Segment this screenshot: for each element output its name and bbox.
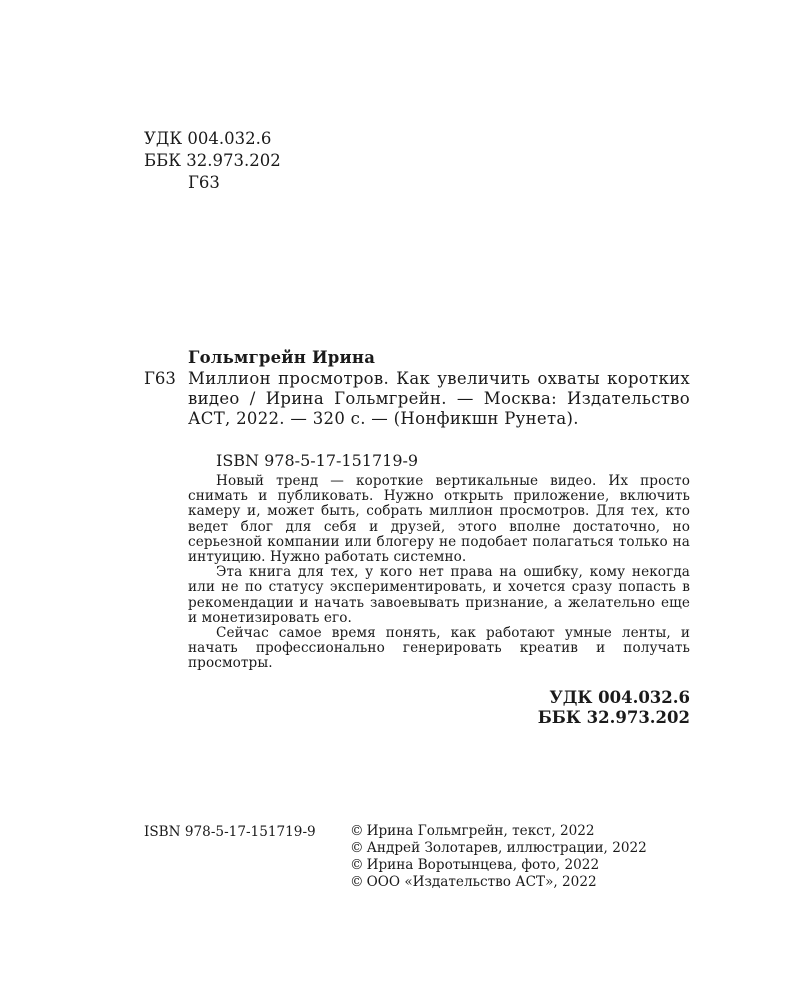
copyright-line: © Ирина Воротынцева, фото, 2022 [350, 857, 600, 873]
bbk-code-bottom: ББК 32.973.202 [537, 708, 690, 727]
copyright-icon: © [350, 857, 364, 873]
classification-codes-top [144, 128, 281, 194]
copyright-line: © ООО «Издательство АСТ», 2022 [350, 874, 597, 890]
copyright-list [350, 823, 647, 891]
bibliographic-description: Миллион просмотров. Как увеличить охваты коротких видео / Ирина Гольмгрейн. — Москва: Издательство АСТ, 2022. — 320 с. — (Нонфикшн Рунета). [188, 369, 690, 428]
udk-code: УДК 004.032.6 [144, 129, 272, 148]
copyright-line: © Ирина Гольмгрейн, текст, 2022 [350, 823, 595, 839]
author-name: Гольмгрейн Ирина [188, 348, 376, 367]
annotation-paragraph: Новый тренд — короткие вертикальные видео. Их просто снимать и публиковать. Нужно открыть приложение, включить камеру и, может быть, собрать миллион просмотров. Для тех, кто ведет блог для себя и друзей, этого вполне достаточно, но серьезной компании или блогеру не подобает полагаться только на интуицию. Нужно работать системно. [188, 473, 690, 566]
annotation-paragraph: Сейчас самое время понять, как работают умные ленты, и начать профессионально генерировать креатив и получать просмотры. [188, 625, 690, 672]
annotation-paragraph: Эта книга для тех, у кого нет права на ошибку, кому некогда или не по статусу экспериментировать, и хочется сразу попасть в рекомендации и начать завоевывать признание, а желательно еще и монетизировать его. [188, 564, 690, 626]
copyright-line: © Андрей Золотарев, иллюстрации, 2022 [350, 840, 647, 856]
annotation [188, 474, 690, 672]
author-mark: Г63 [188, 173, 220, 192]
author-mark-side: Г63 [144, 369, 176, 388]
isbn-main: ISBN 978-5-17-151719-9 [216, 451, 419, 470]
bbk-code: ББК 32.973.202 [144, 151, 281, 170]
copyright-icon: © [350, 823, 364, 839]
classification-codes-bottom [480, 688, 690, 728]
copyright-icon: © [350, 840, 364, 856]
isbn-imprint: ISBN 978-5-17-151719-9 [144, 824, 316, 840]
copyright-icon: © [350, 874, 364, 890]
udk-code-bottom: УДК 004.032.6 [549, 688, 690, 707]
